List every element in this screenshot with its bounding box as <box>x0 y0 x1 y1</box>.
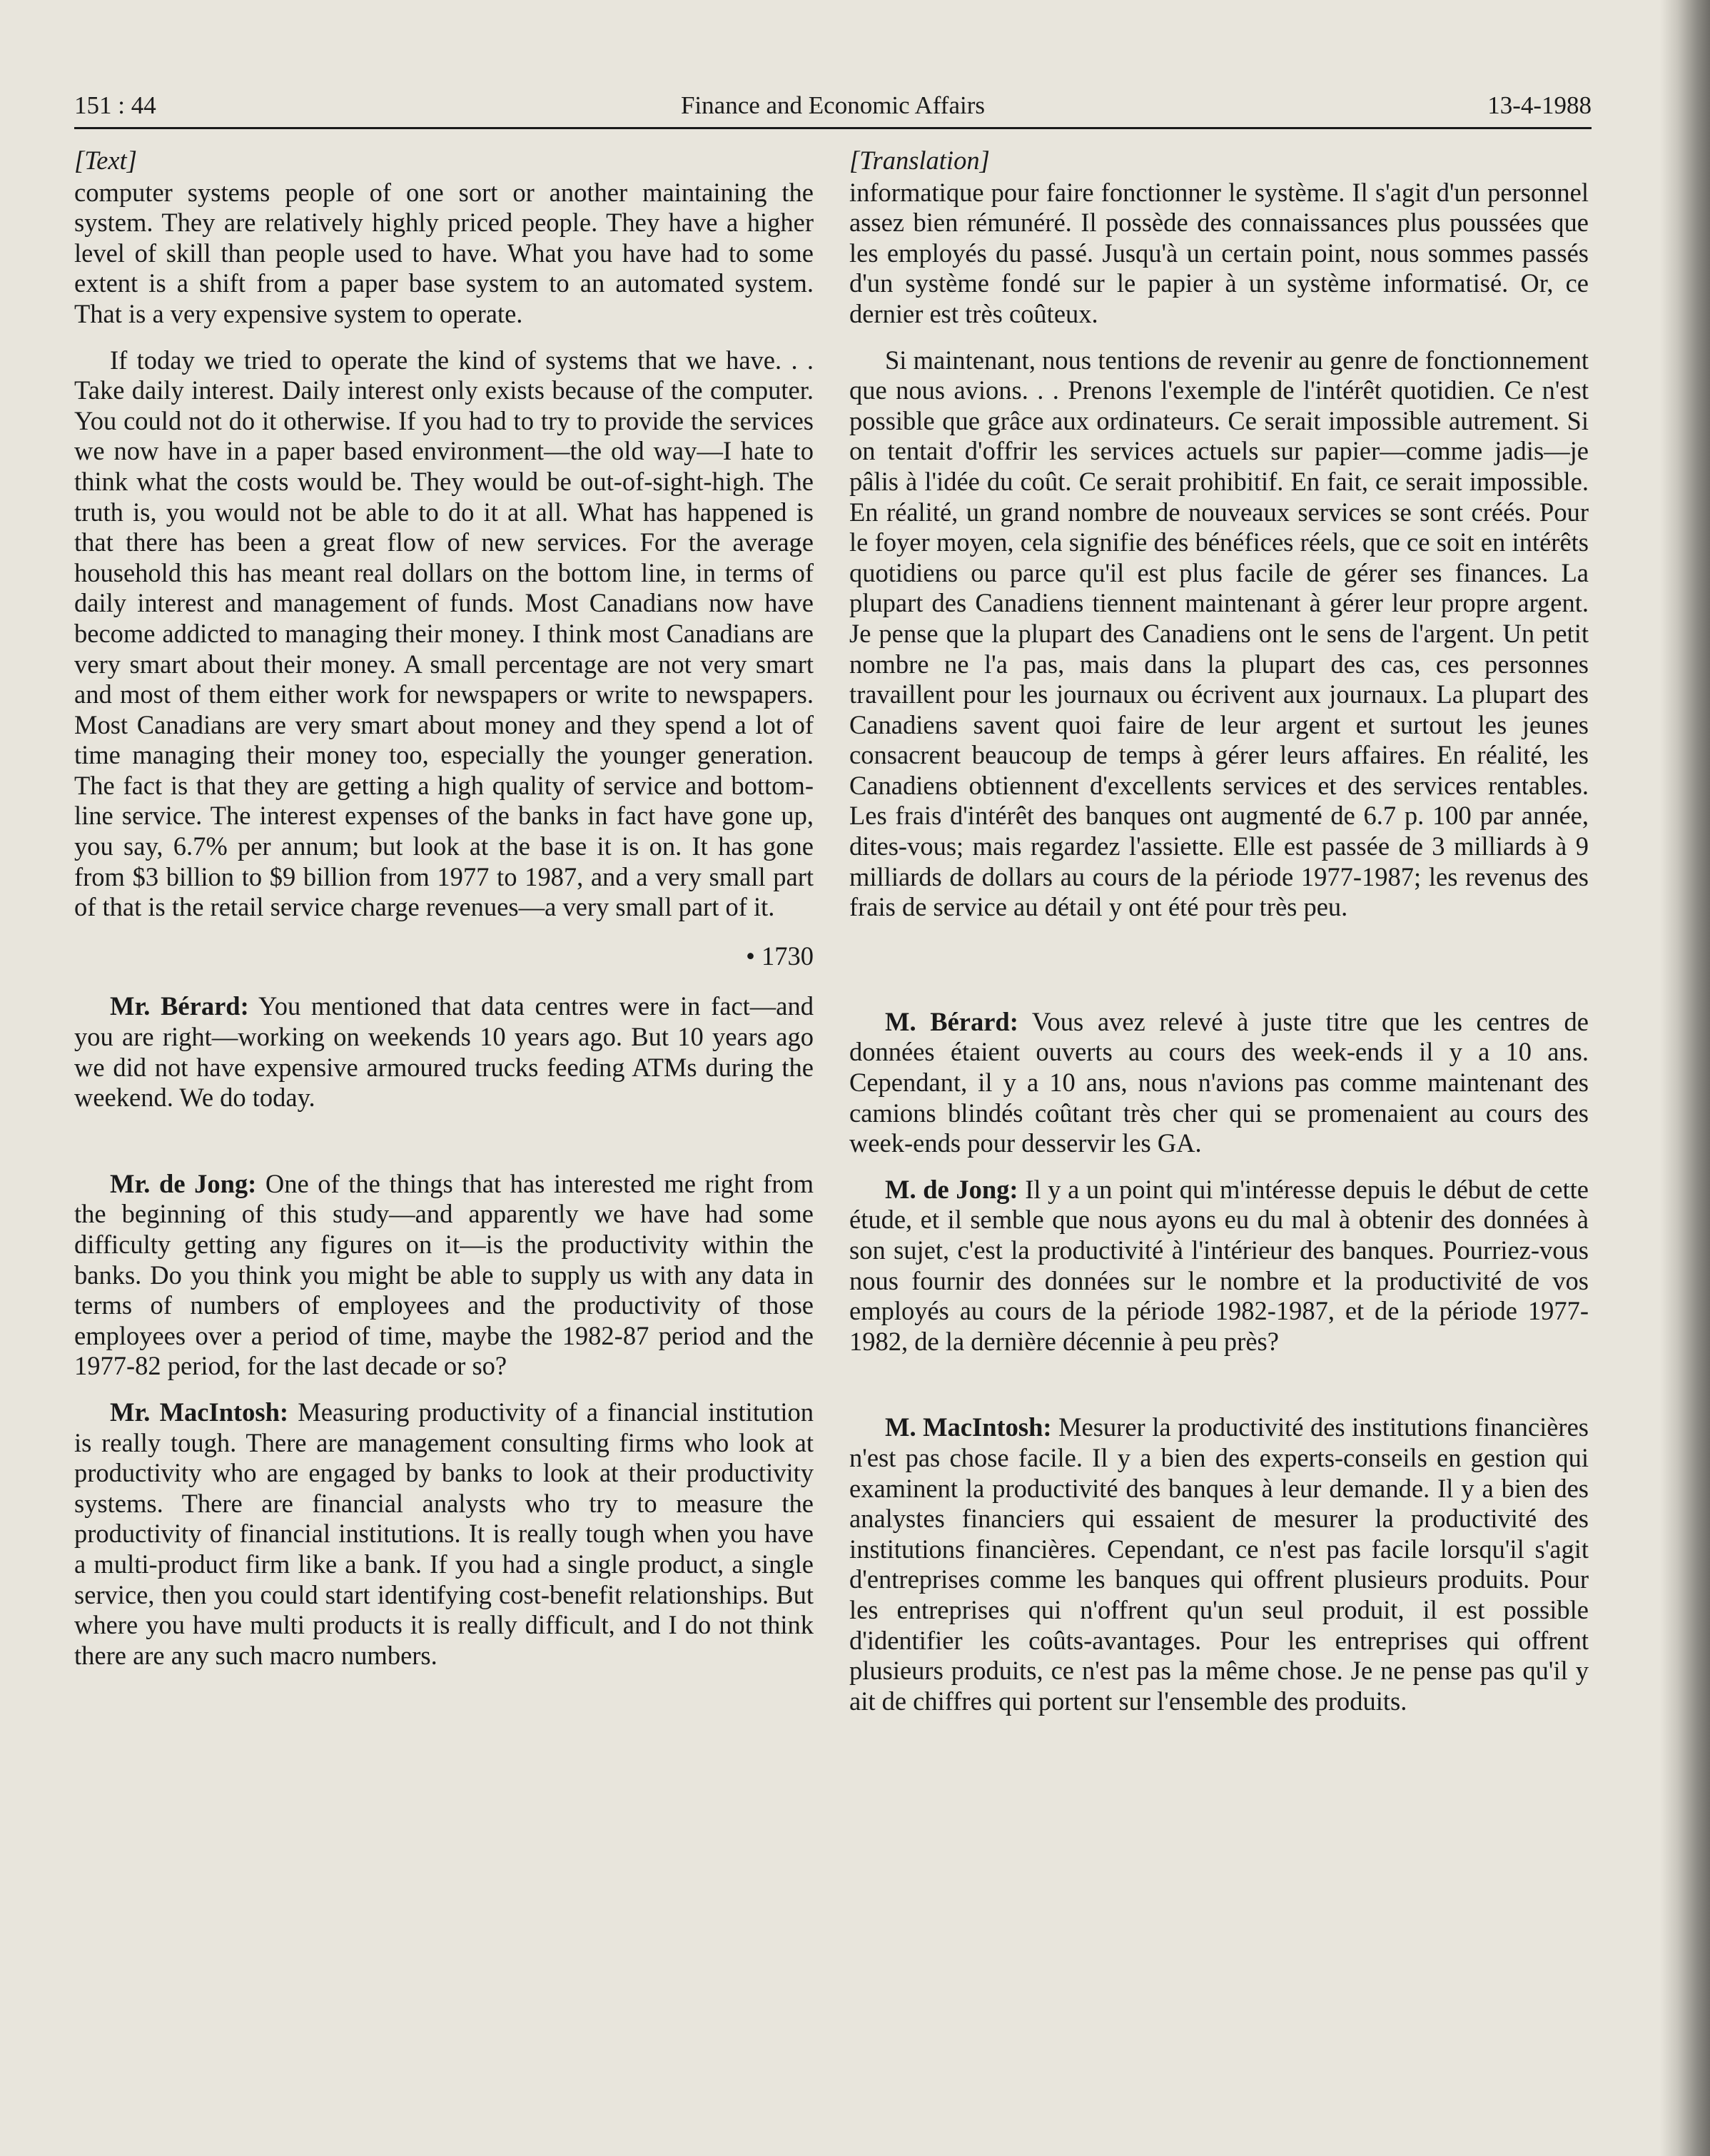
speaker-name: Mr. de Jong: <box>110 1168 257 1198</box>
english-column <box>74 146 814 1671</box>
speech-text: Il y a un point qui m'intéresse depuis le début de cette étude, et il semble que nous ayons eu du mal à obtenir des données à son sujet, c'est la productivité à l'intérieur des banques. Pourriez-vous nous fournir des données sur le nombre et la productivité de vos employés au cours de la période 1982-1987, et de la période 1977-1982, de la dernière décennie à peu près? <box>849 1174 1589 1356</box>
french-column <box>849 146 1589 1716</box>
page-header <box>74 84 1592 129</box>
speech-text: You mentioned that data centres were in fact—and you are right—working on weekends 10 years ago. But 10 years ago we did not have expensive armoured trucks feeding ATMs during the weekend. We do today. <box>74 991 814 1113</box>
paragraph: informatique pour faire fonctionner le système. Il s'agit d'un personnel assez bien rémunéré. Il possède des connaissances plus poussées que les employés du passé. Jusqu'à un certain point, nous sommes passés d'un système fondé sur le papier à un système informatisé. Or, ce dernier est très coûteux. <box>849 177 1589 328</box>
speech-berard <box>74 991 814 1113</box>
speech-text: One of the things that has interested me right from the beginning of this study—and apparently we have had some difficulty getting any figures on it—is the productivity within the banks. Do you think you might be able to supply us with any data in terms of numbers of employees and the productivity of those employees over a period of time, maybe the 1982-87 period and the 1977-82 period, for the last decade or so? <box>74 1168 814 1381</box>
time-marker: • 1730 <box>746 941 814 971</box>
speaker-name: M. Bérard: <box>885 1006 1018 1036</box>
speech-macintosh <box>74 1397 814 1671</box>
speech-de-jong <box>849 1175 1589 1357</box>
sitting-date: 13-4-1988 <box>1487 91 1592 119</box>
speaker-name: Mr. Bérard: <box>110 991 249 1021</box>
speech-de-jong <box>74 1169 814 1382</box>
page-number: 151 : 44 <box>74 91 156 119</box>
speaker-name: Mr. MacIntosh: <box>110 1397 289 1427</box>
speaker-name: M. MacIntosh: <box>885 1412 1052 1442</box>
paragraph: Si maintenant, nous tentions de revenir au genre de fonctionnement que nous avions. . . Prenons l'exemple de l'intérêt quotidien. Ce n'est possible que grâce aux ordinateurs. Ce serait impossible autrement. Si on tentait d'offrir les services actuels sur papier—comme jadis—je pâlis à l'idée du coût. Ce serait prohibitif. En fait, ce serait impossible. En réalité, un grand nombre de nouveaux services se sont créés. Pour le foyer moyen, cela signifie des bénéfices réels, que ce soit en intérêts quotidiens ou parce qu'il est plus facile de gérer ses finances. La plupart des Canadiens tiennent maintenant à gérer leur propre argent. Je pense que la plupart des Canadiens ont le sens de l'argent. Un petit nombre ne l'a pas, mais dans la plupart des cas, ces personnes travaillent pour les journaux ou écrivent aux journaux. La plupart des Canadiens savent quoi faire de leur argent et surtout les jeunes consacrent beaucoup de temps à gérer leurs affaires. En réalité, les Canadiens obtiennent d'excellents services et des services rentables. Les frais d'intérêt des banques ont augmenté de 6.7 p. 100 par année, dites-vous; mais regardez l'assiette. Elle est passée de 3 milliards à 9 milliards de dollars au cours de la période 1977-1987; les revenus des frais de service au détail y ont été pour très peu. <box>849 345 1589 922</box>
speech-text: Mesurer la productivité des institutions financières n'est pas chose facile. Il y a bien des experts-conseils en gestion qui examinent la productivité des banques à leur demande. Il y a bien des analystes financiers qui essaient de mesurer la productivité des institutions financières. Cependant, ce n'est pas facile lorsqu'il s'agit d'entreprises comme les banques qui offrent plusieurs produits. Pour les entreprises qui n'offrent qu'un seul produit, il est possible d'identifier les coûts-avantages. Pour les entreprises qui offrent plusieurs produits, ce n'est pas la même chose. Je ne pense pas qu'il y ait de chiffres qui portent sur l'ensemble des produits. <box>849 1412 1589 1716</box>
language-label-text: [Text] <box>74 146 137 175</box>
page-edge-shadow <box>1660 0 1710 2156</box>
paragraph: computer systems people of one sort or another maintaining the system. They are relatively highly priced people. They have a higher level of skill than people used to have. What you have had to some extent is a shift from a paper base system to an automated system. That is a very expensive system to operate. <box>74 177 814 328</box>
speech-macintosh <box>849 1412 1589 1716</box>
speech-text: Vous avez relevé à juste titre que les centres de données étaient ouverts au cours des week-ends il y a 10 ans. Cependant, il y a 10 ans, nous n'avions pas comme maintenant des camions blindés coûtant très cher qui se promenaient au cours des week-ends pour desservir les GA. <box>849 1006 1589 1158</box>
speaker-name: M. de Jong: <box>885 1174 1018 1204</box>
speech-berard <box>849 1007 1589 1159</box>
paragraph: If today we tried to operate the kind of systems that we have. . . Take daily interest. Daily interest only exists because of the computer. You could not do it otherwise. If you had to try to provide the services we now have in a paper based environment—the old way—I hate to think what the costs would be. They would be out-of-sight-high. The truth is, you would not be able to do it at all. What has happened is that there has been a great flow of new services. For the average household this has meant real dollars on the bottom line, in terms of daily interest and management of funds. Most Canadians now have become addicted to managing their money. I think most Canadians are very smart about their money. A small percentage are not very smart and most of them either work for newspapers or write to newspapers. Most Canadians are very smart about money and they spend a lot of time managing their money too, especially the younger generation. The fact is that they are getting a high quality of service and bottom-line service. The interest expenses of the banks in fact have gone up, you say, 6.7% per annum; but look at the base it is on. It has gone from $3 billion to $9 billion from 1977 to 1987, and a very small part of that is the retail service charge revenues—a very small part of it. <box>74 345 814 922</box>
language-label-translation: [Translation] <box>849 146 990 175</box>
speech-text: Measuring productivity of a financial institution is really tough. There are management consulting firms who look at productivity who are engaged by banks to look at their productivity systems. There are financial analysts who try to measure the productivity of financial institutions. It is really tough when you have a multi-product firm like a bank. If you had a single product, a single service, then you could start identifying cost-benefit relationships. But where you have multi products it is really difficult, and I do not think there are any such macro numbers. <box>74 1397 814 1670</box>
publication-title: Finance and Economic Affairs <box>680 91 986 119</box>
